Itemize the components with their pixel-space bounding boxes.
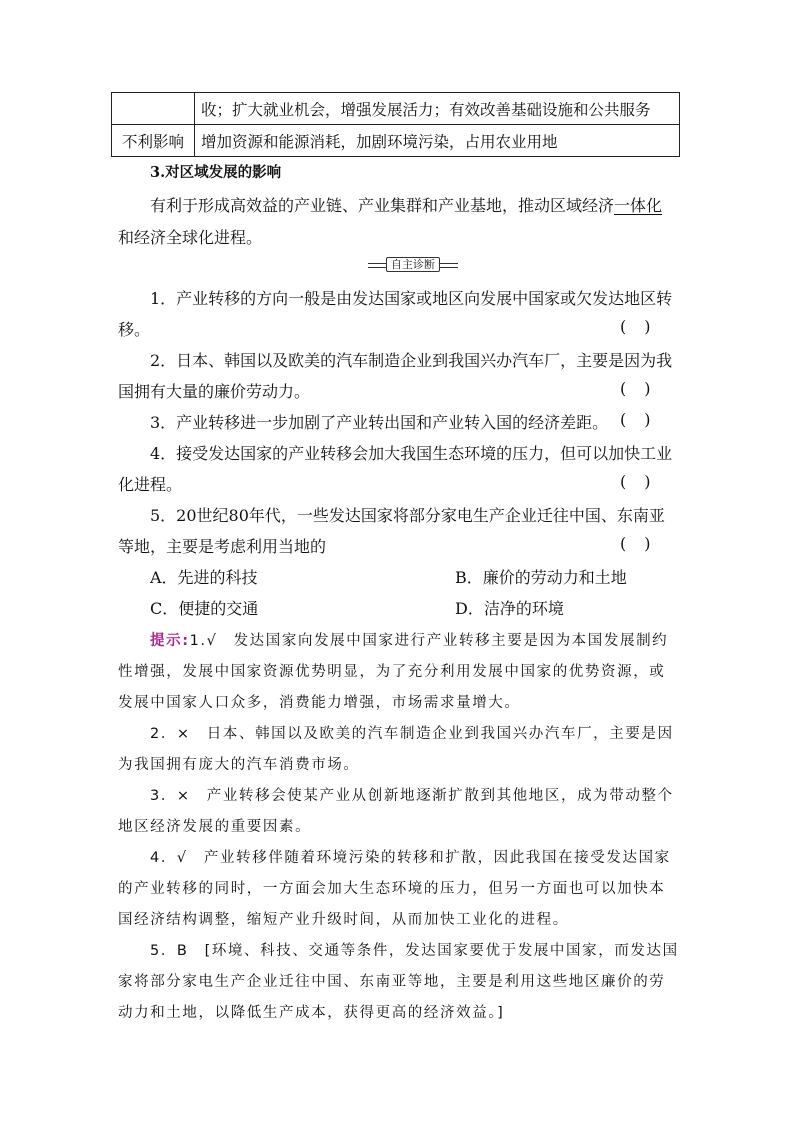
answer-4-line: 4．√ 产业转移伴随着环境污染的转移和扩散，因此我国在接受发达国家 (150, 850, 671, 866)
answer-blank: () (620, 379, 669, 398)
question-5-line: 等地，主要是考虑利用当地的 (118, 537, 327, 556)
question-1-line: 移。 (118, 320, 151, 339)
hint-label: 提示: (150, 633, 190, 649)
table-cell: 增加资源和能源消耗，加剧环境污染，占用农业用地 (195, 125, 680, 157)
option-b: B．廉价的劳动力和土地 (455, 568, 627, 587)
answer-1-line (150, 629, 668, 650)
underlined-term: 一体化 (614, 196, 663, 215)
answer-2-line: 2．× 日本、韩国以及欧美的汽车制造企业到我国兴办汽车厂，主要是因 (150, 726, 674, 742)
question-1-line: 1．产业转移的方向一般是由发达国家或地区向发展中国家或欠发达地区转 (150, 289, 673, 308)
answer-blank: () (620, 410, 669, 429)
answer-blank: () (620, 534, 669, 553)
table-row (112, 125, 680, 157)
answer-3-line: 地区经济发展的重要因素。 (118, 819, 312, 835)
question-2-line: 2．日本、韩国以及欧美的汽车制造企业到我国兴办汽车厂，主要是因为我 (150, 351, 673, 370)
question-5-line: 5．20世纪80年代，一些发达国家将部分家电生产企业迁往中国、东南亚 (150, 506, 665, 525)
question-3-line: 3．产业转移进一步加剧了产业转出国和产业转入国的经济差距。 (150, 413, 609, 432)
answer-text: 1.√ 发达国家向发展中国家进行产业转移主要是因为本国发展制约 (189, 633, 669, 649)
answer-blank: () (620, 472, 669, 491)
table-cell-empty (112, 93, 195, 125)
impact-table (111, 92, 680, 157)
answer-5-line: 动力和土地，以降低生产成本，获得更高的经济效益。] (118, 1005, 505, 1021)
section-badge (368, 256, 458, 272)
section-heading: 3.对区域发展的影响 (150, 164, 282, 181)
table-row (112, 93, 680, 125)
answer-4-line: 的产业转移的同时，一方面会加大生态环境的压力，但另一方面也可以加快本 (118, 881, 666, 897)
question-2-line: 国拥有大量的廉价劳动力。 (118, 382, 311, 401)
option-a: A．先进的科技 (150, 568, 258, 587)
paragraph-line: 和经济全球化进程。 (118, 228, 263, 247)
question-4-line: 化进程。 (118, 475, 183, 494)
paragraph-text: 有利于形成高效益的产业链、产业集群和产业基地，推动区域经济 (150, 196, 615, 215)
option-c: C．便捷的交通 (150, 599, 259, 618)
answer-3-line: 3．× 产业转移会使某产业从创新地逐渐扩散到其他地区，成为带动整个 (150, 788, 674, 804)
option-d: D．洁净的环境 (455, 599, 564, 618)
answer-4-line: 国经济结构调整，缩短产业升级时间，从而加快工业化的进程。 (118, 912, 569, 928)
answer-1-line: 发展中国家人口众多，消费能力增强，市场需求量增大。 (118, 695, 521, 711)
answer-5-line: 5．B [环境、科技、交通等条件，发达国家要优于发展中国家，而发达国 (150, 943, 679, 959)
answer-5-line: 家将部分家电生产企业迁往中国、东南亚等地，主要是利用这些地区廉价的劳 (118, 974, 666, 990)
answer-blank: () (620, 317, 669, 336)
badge-label: 自主诊断 (386, 257, 440, 272)
paragraph-line (150, 193, 662, 216)
table-cell: 收；扩大就业机会，增强发展活力；有效改善基础设施和公共服务 (195, 93, 680, 125)
answer-2-line: 为我国拥有庞大的汽车消费市场。 (118, 757, 360, 773)
table-row-label: 不利影响 (112, 125, 195, 157)
answer-1-line: 性增强，发展中国家资源优势明显，为了充分利用发展中国家的优势资源，或 (118, 664, 666, 680)
question-4-line: 4．接受发达国家的产业转移会加大我国生态环境的压力，但可以加快工业 (150, 444, 673, 463)
